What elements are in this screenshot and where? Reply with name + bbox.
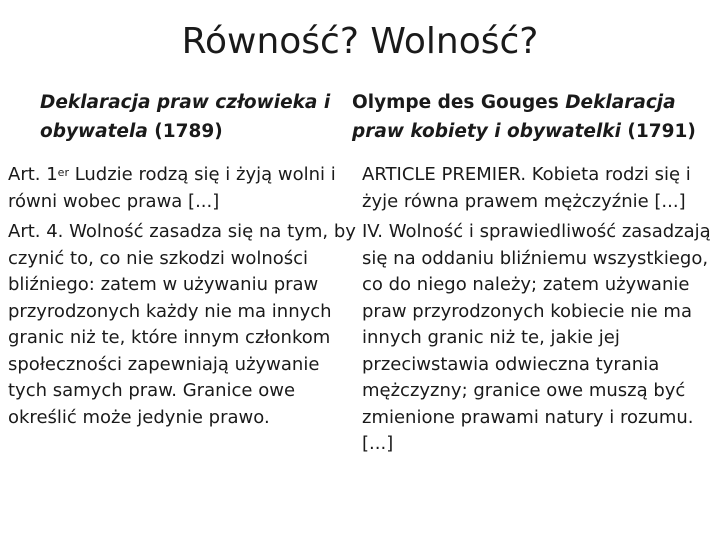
right-column-body xyxy=(362,162,720,458)
right-article-premier: ARTICLE PREMIER. Kobieta rodzi się i żyje równa prawem mężczyźnie [...] xyxy=(362,164,691,212)
left-column-heading xyxy=(40,88,340,146)
left-heading-title: Deklaracja praw człowieka i obywatela xyxy=(40,92,331,142)
right-heading-title: Deklaracja praw kobiety i obywatelki xyxy=(352,92,676,142)
left-article-1-sup: er xyxy=(57,166,69,179)
left-column-body xyxy=(8,162,356,431)
left-article-1 xyxy=(8,162,356,215)
right-column-heading xyxy=(352,88,720,146)
left-article-1-text: Ludzie rodzą się i żyją wolni i równi wobec prawa [...] xyxy=(8,164,336,212)
left-article-4: Art. 4. Wolność zasadza się na tym, by czynić to, co nie szkodzi wolności bliźniego: zatem w używaniu praw przyrodzonych każdy nie ma innych granic niż te, które innym członkom społeczności zapewniają używanie tych samych praw. Granice owe określić może jedynie prawo. xyxy=(8,221,356,428)
right-heading-year: (1791) xyxy=(620,121,696,142)
right-heading-author: Olympe des Gouges xyxy=(352,92,566,113)
right-article-iv: IV. Wolność i sprawiedliwość zasadzają się na oddaniu bliźniemu wszystkiego, co do niego należy; zatem używanie praw przyrodzonych kobiecie nie ma innych granic niż te, jakie jej przeciwstawia odwieczna tyrania mężczyzny; granice owe muszą być zmienione prawami natury i rozumu. [...] xyxy=(362,221,711,454)
left-article-1-lead: Art. 1 xyxy=(8,164,58,185)
slide-title: Równość? Wolność? xyxy=(181,21,539,62)
left-heading-year: (1789) xyxy=(147,121,223,142)
